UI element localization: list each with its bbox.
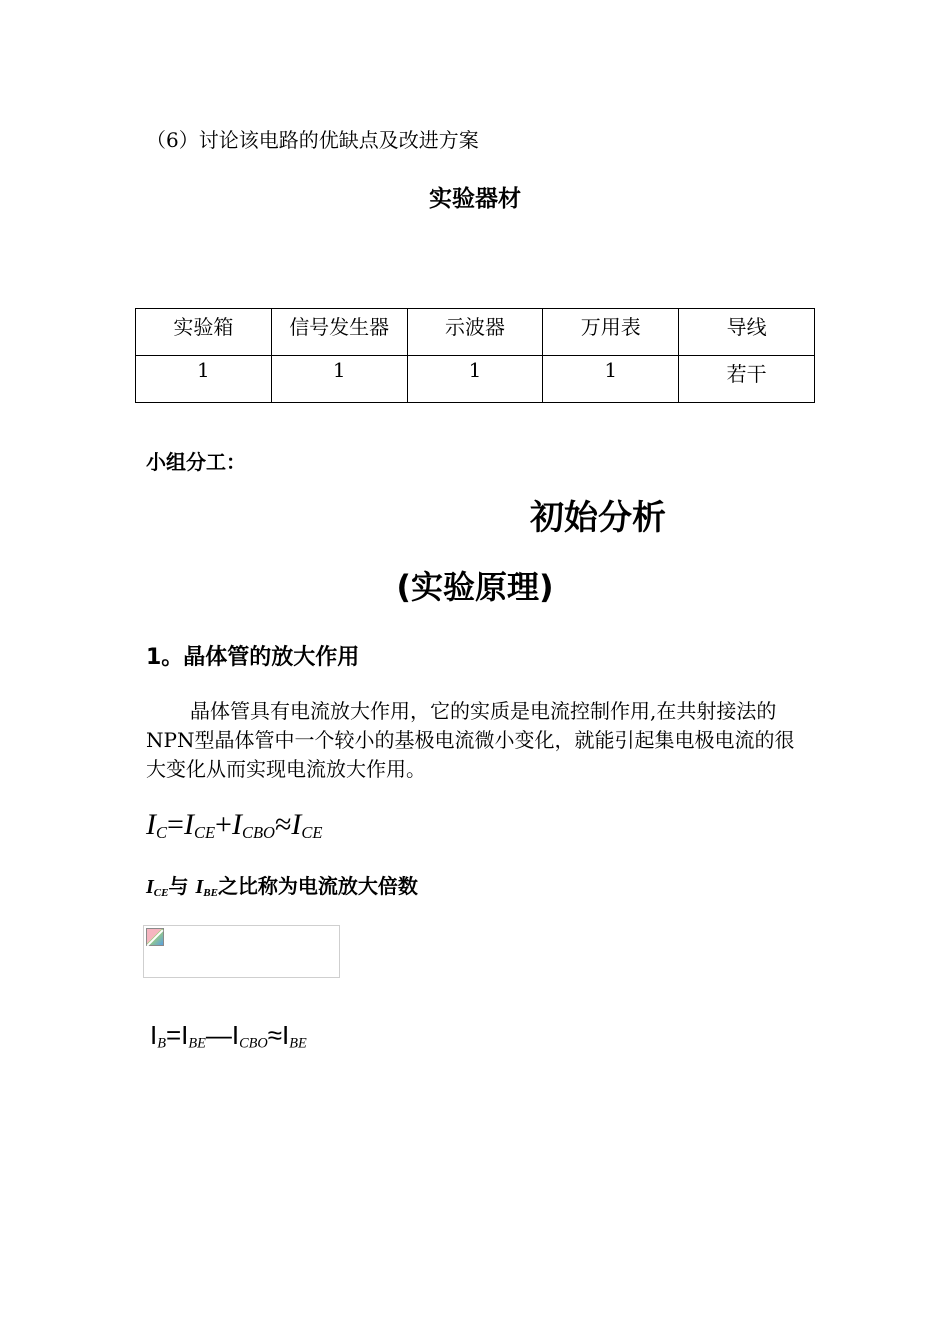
ratio-text: 之比称为电流放大倍数 bbox=[217, 874, 418, 898]
formula-operator: — bbox=[205, 1020, 232, 1050]
formula-subscript: CBO bbox=[241, 823, 275, 843]
formula-subscript: CBO bbox=[239, 1035, 268, 1052]
table-cell: 1 bbox=[271, 356, 407, 403]
formula-collector-current bbox=[146, 808, 323, 843]
formula-subscript: C bbox=[156, 823, 168, 843]
analysis-title: 初始分析 bbox=[530, 498, 666, 538]
table-header-cell: 示波器 bbox=[407, 309, 543, 356]
formula-operator: ≈ bbox=[267, 1020, 282, 1050]
equipment-title: 实验器材 bbox=[429, 186, 521, 212]
principle-title: (实验原理) bbox=[396, 568, 554, 606]
formula-term: I bbox=[146, 808, 156, 841]
broken-image-icon bbox=[146, 928, 164, 946]
broken-image-placeholder bbox=[143, 925, 340, 978]
table-cell: 1 bbox=[407, 356, 543, 403]
formula-term: I bbox=[231, 1020, 240, 1050]
body-paragraph bbox=[146, 697, 806, 784]
paragraph-text: 晶体管具有电流放大作用，它的实质是电流控制作用,在共射接法的NPN型晶体管中一个较小的基极电流微小变化，就能引起集电极电流的很大变化从而实现电流放大作用。 bbox=[146, 699, 795, 781]
table-cell: 1 bbox=[543, 356, 679, 403]
equipment-table bbox=[135, 308, 815, 403]
formula-subscript: BE bbox=[289, 1035, 307, 1052]
formula-operator: = bbox=[167, 808, 184, 841]
ratio-statement bbox=[146, 870, 418, 899]
formula-subscript: CE bbox=[301, 823, 323, 843]
table-cell: 1 bbox=[136, 356, 272, 403]
table-header-cell: 实验箱 bbox=[136, 309, 272, 356]
formula-term: I bbox=[195, 876, 204, 898]
formula-operator: + bbox=[215, 808, 232, 841]
formula-operator: ≈ bbox=[274, 808, 292, 841]
formula-term: I bbox=[146, 876, 154, 898]
table-row bbox=[136, 309, 815, 356]
formula-term: I bbox=[291, 808, 302, 841]
group-label: 小组分工： bbox=[146, 450, 246, 474]
formula-subscript: CE bbox=[193, 823, 216, 843]
table-cell: 若干 bbox=[679, 356, 815, 403]
section-heading: 1。晶体管的放大作用 bbox=[146, 645, 360, 670]
table-header-cell: 万用表 bbox=[543, 309, 679, 356]
formula-base-current bbox=[150, 1020, 307, 1053]
formula-subscript: B bbox=[157, 1035, 166, 1052]
formula-term: I bbox=[281, 1020, 290, 1050]
formula-operator: = bbox=[165, 1020, 182, 1050]
formula-subscript: BE bbox=[188, 1035, 206, 1052]
formula-term: I bbox=[150, 1020, 158, 1050]
formula-term: I bbox=[183, 808, 194, 841]
table-row bbox=[136, 356, 815, 403]
formula-term: I bbox=[231, 808, 242, 841]
formula-term: I bbox=[181, 1020, 189, 1050]
list-item-6: （6）讨论该电路的优缺点及改进方案 bbox=[146, 128, 479, 152]
table-header-cell: 信号发生器 bbox=[271, 309, 407, 356]
formula-subscript: CE bbox=[153, 886, 169, 899]
formula-subscript: BE bbox=[203, 886, 218, 899]
ratio-text: 与 bbox=[168, 874, 196, 898]
table-header-cell: 导线 bbox=[679, 309, 815, 356]
